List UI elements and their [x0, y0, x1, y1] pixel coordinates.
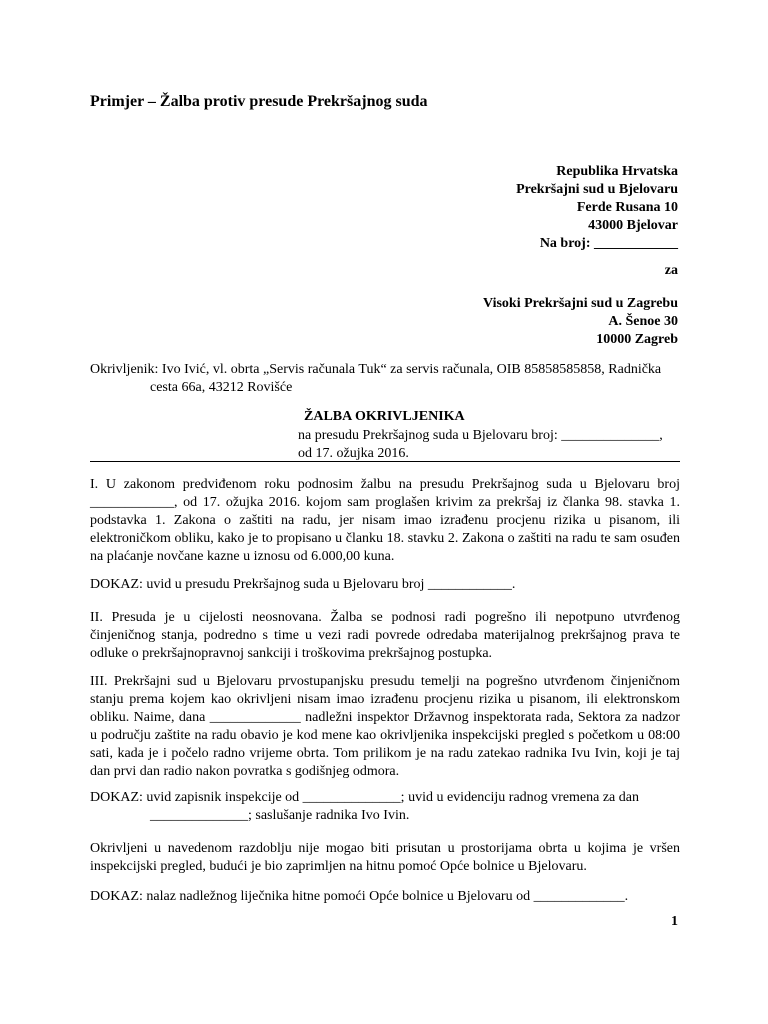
address-line-reference: Na broj: ____________ [539, 236, 678, 251]
higher-court-city: 10000 Zagreb [596, 332, 678, 347]
higher-court-name: Visoki Prekršajni sud u Zagrebu [482, 296, 678, 311]
evidence-2-line-2: ______________; saslušanje radnika Ivo Ivin. [150, 808, 410, 823]
address-line-city: 43000 Bjelovar [588, 218, 678, 233]
higher-court-street: A. Šenoe 30 [608, 314, 678, 329]
defendant-line-1: Okrivljenik: Ivo Ivić, vl. obrta „Servis računala Tuk“ za servis računala, OIB 85858585858, Radnička [90, 362, 662, 377]
evidence-1: DOKAZ: uvid u presudu Prekršajnog suda u Bjelovaru broj ____________. [90, 577, 516, 592]
appeal-subheading [298, 427, 663, 463]
defendant-info [90, 361, 680, 397]
address-line-country: Republika Hrvatska [556, 164, 678, 179]
za-label: za [664, 263, 678, 278]
divider [90, 461, 680, 462]
paragraph-4: Okrivljeni u navedenom razdoblju nije mogao biti prisutan u prostorijama obrta u kojima je vršen inspekcijski pregled, budući je bio zaprimljen na hitnu pomoć Opće bolnice u Bjelovaru. [90, 841, 680, 874]
paragraph-1: I. U zakonom predviđenom roku podnosim žalbu na presudu Prekršajnog suda u Bjelovaru broj ____________, od 17. ožujka 2016. kojom sam proglašen krivim za prekršaj iz članka 98. stavka 1. podstavka 1. Zakona o zaštiti na radu, jer nisam imao izrađenu procjenu rizika u pisanom, ili elektroničkom obliku, kako je to propisano u članku 18. stavku 2. Zakona o zaštiti na radu te sam osuđen na plaćanje novčane kazne u iznosu od 6.000,00 kuna. [90, 477, 680, 564]
paragraph-3: III. Prekršajni sud u Bjelovaru prvostupanjsku presudu temelji na pogrešno utvrđenom činjeničnom stanju prema kojem kao okrivljeni nisam imao izrađenu procjenu rizika u pisanom, ili elektronskom obliku. Naime, dana _____________ nadležni inspektor Državnog inspektorata rada, Sektora za nadzor u području zaštite na radu obavio je kod mene kao okrivljenika inspekcijski pregled s početkom u 08:00 sati, kada je i počelo radno vrijeme obrta. Tom prilikom je na radu zatekao radnika Ivu Ivin, koji je taj dan prvi dan radio nakon povratka s godišnjeg odmora. [90, 674, 680, 779]
address-line-court: Prekršajni sud u Bjelovaru [516, 182, 678, 197]
subheading-line-1: na presudu Prekršajnog suda u Bjelovaru broj: ______________, [298, 428, 663, 443]
defendant-line-2: cesta 66a, 43212 Rovišće [150, 380, 293, 395]
paragraph-2: II. Presuda je u cijelosti neosnovana. Žalba se podnosi radi pogrešno ili nepotpuno utvrđenog činjeničnog stanja, podredno s time u vezi radi povrede odredaba materijalnog prekršajnog prava te odluke o prekršajnopravnoj sankciji i troškovima prekršajnog postupka. [90, 610, 680, 661]
evidence-2 [90, 789, 680, 825]
higher-court-address [483, 295, 678, 349]
appeal-heading: ŽALBA OKRIVLJENIKA [304, 409, 465, 424]
evidence-2-line-1: DOKAZ: uvid zapisnik inspekcije od ______________; uvid u evidenciju radnog vremena za dan [90, 790, 639, 805]
address-line-street: Ferde Rusana 10 [576, 200, 678, 215]
page-number: 1 [671, 914, 678, 929]
evidence-3: DOKAZ: nalaz nadležnog liječnika hitne pomoći Opće bolnice u Bjelovaru od _____________. [90, 889, 629, 904]
subheading-line-2: od 17. ožujka 2016. [298, 446, 409, 461]
recipient-address [516, 163, 678, 253]
document-title: Primjer – Žalba protiv presude Prekršajnog suda [90, 93, 428, 110]
